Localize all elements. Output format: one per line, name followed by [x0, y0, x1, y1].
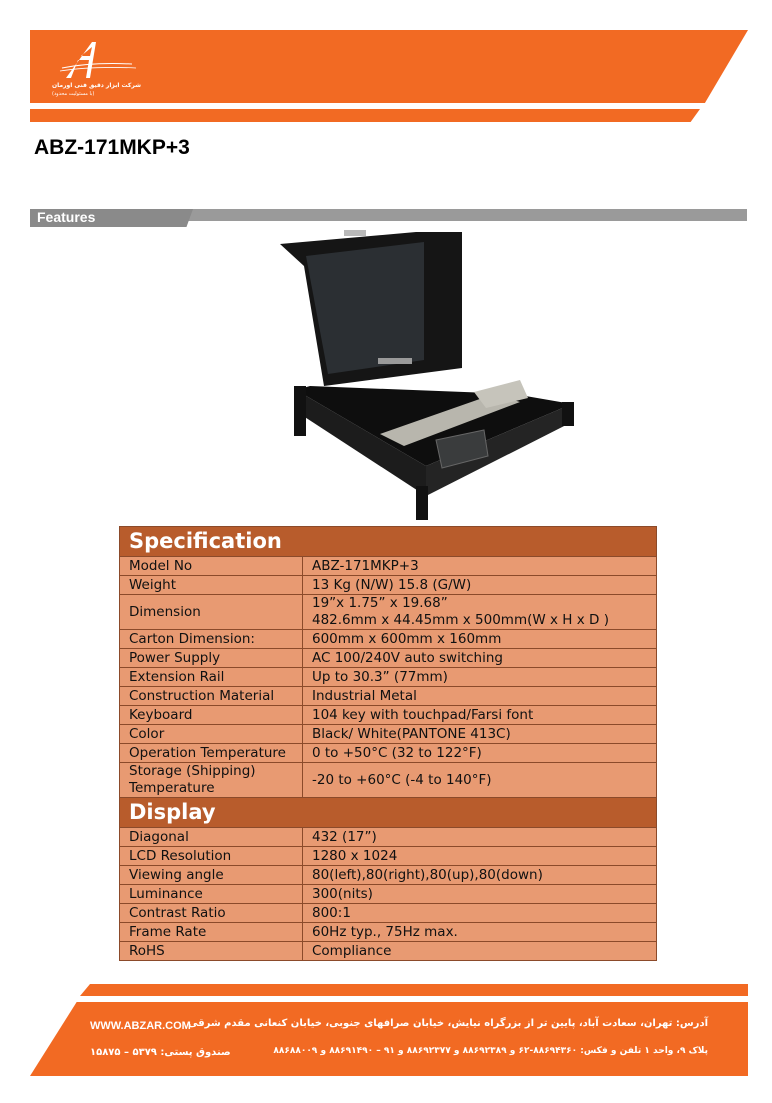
spec-label: Contrast Ratio: [120, 904, 303, 923]
display-heading: Display: [120, 798, 657, 828]
table-row: [120, 904, 657, 923]
spec-value: Up to 30.3” (77mm): [303, 668, 657, 687]
spec-label: LCD Resolution: [120, 847, 303, 866]
spec-label: Dimension: [120, 595, 303, 630]
spec-value-line: 482.6mm x 44.45mm x 500mm(W x H x D ): [312, 612, 609, 628]
specification-table: [119, 526, 657, 961]
spec-value: Industrial Metal: [303, 687, 657, 706]
table-row: [120, 668, 657, 687]
spec-label: Model No: [120, 557, 303, 576]
table-row: [120, 595, 657, 630]
spec-label-line: Temperature: [129, 780, 215, 796]
spec-label: RoHS: [120, 942, 303, 961]
table-row: [120, 744, 657, 763]
footer-strip: [80, 984, 748, 996]
spec-value: AC 100/240V auto switching: [303, 649, 657, 668]
spec-value: 80(left),80(right),80(up),80(down): [303, 866, 657, 885]
spec-label: Operation Temperature: [120, 744, 303, 763]
spec-value: 104 key with touchpad/Farsi font: [303, 706, 657, 725]
spec-value: 600mm x 600mm x 160mm: [303, 630, 657, 649]
table-row: [120, 828, 657, 847]
address-line: آدرس: تهران، سعادت آباد، پایین تر از بزرگراه نیایش، خیابان صرافهای جنوبی، خیابان کنعانی مقدم شرقی: [187, 1018, 708, 1029]
table-row: [120, 847, 657, 866]
table-row: [120, 576, 657, 595]
spec-value: ABZ-171MKP+3: [303, 557, 657, 576]
display-header-row: [120, 798, 657, 828]
table-row: [120, 687, 657, 706]
spec-value: Compliance: [303, 942, 657, 961]
product-title: ABZ-171MKP+3: [34, 136, 190, 159]
spec-value: -20 to +60°C (-4 to 140°F): [303, 763, 657, 798]
table-row: [120, 725, 657, 744]
features-label: Features: [37, 209, 96, 225]
spec-value: 0 to +50°C (32 to 122°F): [303, 744, 657, 763]
spec-label: Construction Material: [120, 687, 303, 706]
table-row: [120, 923, 657, 942]
spec-label: Frame Rate: [120, 923, 303, 942]
table-row: [120, 885, 657, 904]
spec-value: 60Hz typ., 75Hz max.: [303, 923, 657, 942]
table-row: [120, 763, 657, 798]
spec-label: Power Supply: [120, 649, 303, 668]
specification-heading: Specification: [120, 527, 657, 557]
spec-value: Black/ White(PANTONE 413C): [303, 725, 657, 744]
header-strip: [30, 109, 700, 122]
spec-label: Viewing angle: [120, 866, 303, 885]
table-row: [120, 866, 657, 885]
spec-label: Diagonal: [120, 828, 303, 847]
spec-label: [120, 763, 303, 798]
spec-label: Weight: [120, 576, 303, 595]
footer-banner: [30, 1002, 748, 1076]
spec-value: 13 Kg (N/W) 15.8 (G/W): [303, 576, 657, 595]
spec-label: Luminance: [120, 885, 303, 904]
spec-label: Color: [120, 725, 303, 744]
website-link[interactable]: WWW.ABZAR.COM: [90, 1020, 191, 1032]
phone-line: پلاک ۹، واحد ۱ تلفن و فکس: ۸۸۶۹۴۳۶۰-۶۲ و ۸۸۶۹۲۳۸۹ و ۸۸۶۹۲۳۷۷ و ۹۱ – ۸۸۶۹۱۴۹۰ و ۸۸۶۸۸۰۰۹: [273, 1046, 708, 1056]
company-name: شرکت ابزار دقیق فنی اورمان (با مسئولیت محدود): [52, 82, 142, 97]
spec-value: 432 (17”): [303, 828, 657, 847]
spec-value: 800:1: [303, 904, 657, 923]
spec-label: Carton Dimension:: [120, 630, 303, 649]
spec-value: [303, 595, 657, 630]
specification-header-row: [120, 527, 657, 557]
spec-label: Extension Rail: [120, 668, 303, 687]
spec-value: 300(nits): [303, 885, 657, 904]
kvm-console-image: [276, 226, 580, 520]
spec-value: 1280 x 1024: [303, 847, 657, 866]
table-row: [120, 706, 657, 725]
table-row: [120, 649, 657, 668]
spec-label: Keyboard: [120, 706, 303, 725]
table-row: [120, 557, 657, 576]
po-box: صندوق پستی: ۵۳۷۹ – ۱۵۸۷۵: [90, 1047, 231, 1058]
table-row: [120, 942, 657, 961]
table-row: [120, 630, 657, 649]
spec-value-line: 19”x 1.75” x 19.68”: [312, 595, 448, 611]
spec-label-line: Storage (Shipping): [129, 763, 256, 779]
